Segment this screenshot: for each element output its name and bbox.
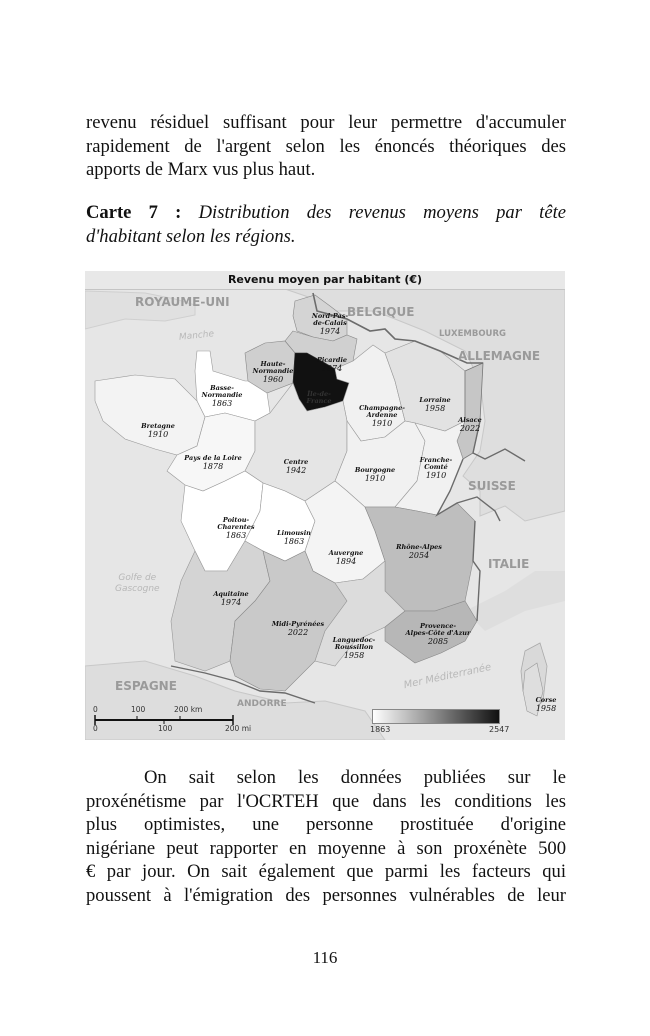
text-line: rapidement de l'argent selon les énoncés théoriques des bbox=[86, 135, 566, 157]
region-franche-comte: Franche- Comté 1910 bbox=[419, 456, 453, 480]
text-line: nigériane peut rapporter en moyenne à son proxénète 500 bbox=[86, 837, 566, 859]
region-auvergne: Auvergne 1894 bbox=[328, 549, 364, 566]
scale-km-0: 0 bbox=[93, 705, 98, 714]
paragraph-body bbox=[86, 766, 566, 907]
label-manche: Manche bbox=[178, 329, 215, 343]
map-title: Revenu moyen par habitant (€) bbox=[85, 271, 565, 290]
label-belgium: BELGIQUE bbox=[347, 305, 415, 319]
region-picardie: Picardie 1974 bbox=[316, 356, 348, 373]
text-line: plus optimistes, une personne prostituée d'origine bbox=[86, 814, 566, 835]
legend-min: 1863 bbox=[370, 725, 391, 734]
label-germany: ALLEMAGNE bbox=[458, 349, 541, 363]
scale-mi-200: 200 mi bbox=[225, 724, 252, 733]
paragraph-continuation bbox=[86, 111, 566, 182]
scale-km-100: 100 bbox=[131, 705, 146, 714]
region-pays-de-la-loire: Pays de la Loire 1878 bbox=[184, 454, 242, 471]
legend-gradient bbox=[372, 709, 500, 724]
label-mediterranee: Mer Méditerranée bbox=[402, 661, 493, 692]
region-haute-normandie: Haute- Normandie 1960 bbox=[252, 360, 294, 384]
label-gascogne: Golfe de Gascogne bbox=[115, 573, 160, 594]
region-corse: Corse 1958 bbox=[535, 696, 557, 713]
caption-text: Distribution des revenus moyens par tête bbox=[198, 202, 566, 223]
text-line: revenu résiduel suffisant pour leur permettre d'accumuler bbox=[86, 112, 566, 133]
map-graphic bbox=[85, 271, 565, 740]
text-line: € par jour. On sait également que parmi les facteurs qui bbox=[86, 861, 566, 882]
text-line: On sait selon les données publiées sur le bbox=[144, 767, 566, 788]
region-poitou-charentes: Poitou- Charentes 1863 bbox=[217, 516, 255, 540]
label-switzerland: SUISSE bbox=[468, 479, 516, 493]
region-rhone-alpes: Rhône-Alpes 2054 bbox=[396, 543, 442, 560]
text-line: proxénétisme par l'OCRTEH que dans les conditions les bbox=[86, 790, 566, 812]
caption-text: d'habitant selon les régions. bbox=[86, 225, 296, 247]
label-spain: ESPAGNE bbox=[115, 679, 177, 693]
caption-label: Carte 7 : bbox=[86, 202, 182, 223]
region-bourgogne: Bourgogne 1910 bbox=[354, 466, 396, 483]
label-andorra: ANDORRE bbox=[237, 699, 287, 709]
region-centre: Centre 1942 bbox=[283, 458, 309, 475]
region-nord-pas-de-calais: Nord-Pas- de-Calais 1974 bbox=[311, 312, 349, 336]
region-languedoc-roussillon: Languedoc- Roussillon 1958 bbox=[332, 636, 376, 660]
region-aquitaine: Aquitaine 1974 bbox=[213, 590, 249, 607]
region-limousin: Limousin 1863 bbox=[277, 529, 311, 546]
region-alsace: Alsace 2022 bbox=[458, 416, 482, 433]
label-italy: ITALIE bbox=[488, 557, 530, 571]
map-caption bbox=[86, 201, 566, 248]
scale-mi-100: 100 bbox=[158, 724, 173, 733]
region-paca: Provence- Alpes-Côte d'Azur 2085 bbox=[405, 622, 471, 646]
scale-km-200: 200 km bbox=[174, 705, 203, 714]
region-ile-de-france: Île-de- France bbox=[306, 390, 332, 405]
region-bretagne: Bretagne 1910 bbox=[141, 422, 175, 439]
text-line: apports de Marx vus plus haut. bbox=[86, 159, 316, 180]
region-midi-pyrenees: Midi-Pyrénées 2022 bbox=[271, 620, 325, 637]
choropleth-map bbox=[85, 271, 565, 740]
text-line: poussent à l'émigration des personnes vulnérables de leur bbox=[86, 884, 566, 906]
label-uk: ROYAUME-UNI bbox=[135, 295, 230, 309]
scale-mi-0: 0 bbox=[93, 724, 98, 733]
region-champagne-ardenne: Champagne- Ardenne 1910 bbox=[359, 404, 405, 428]
region-lorraine: Lorraine 1958 bbox=[419, 396, 451, 413]
region-basse-normandie: Basse- Normandie 1863 bbox=[201, 384, 243, 408]
page-number: 116 bbox=[312, 948, 338, 967]
label-luxembourg: LUXEMBOURG bbox=[439, 329, 506, 339]
legend-max: 2547 bbox=[489, 725, 510, 734]
